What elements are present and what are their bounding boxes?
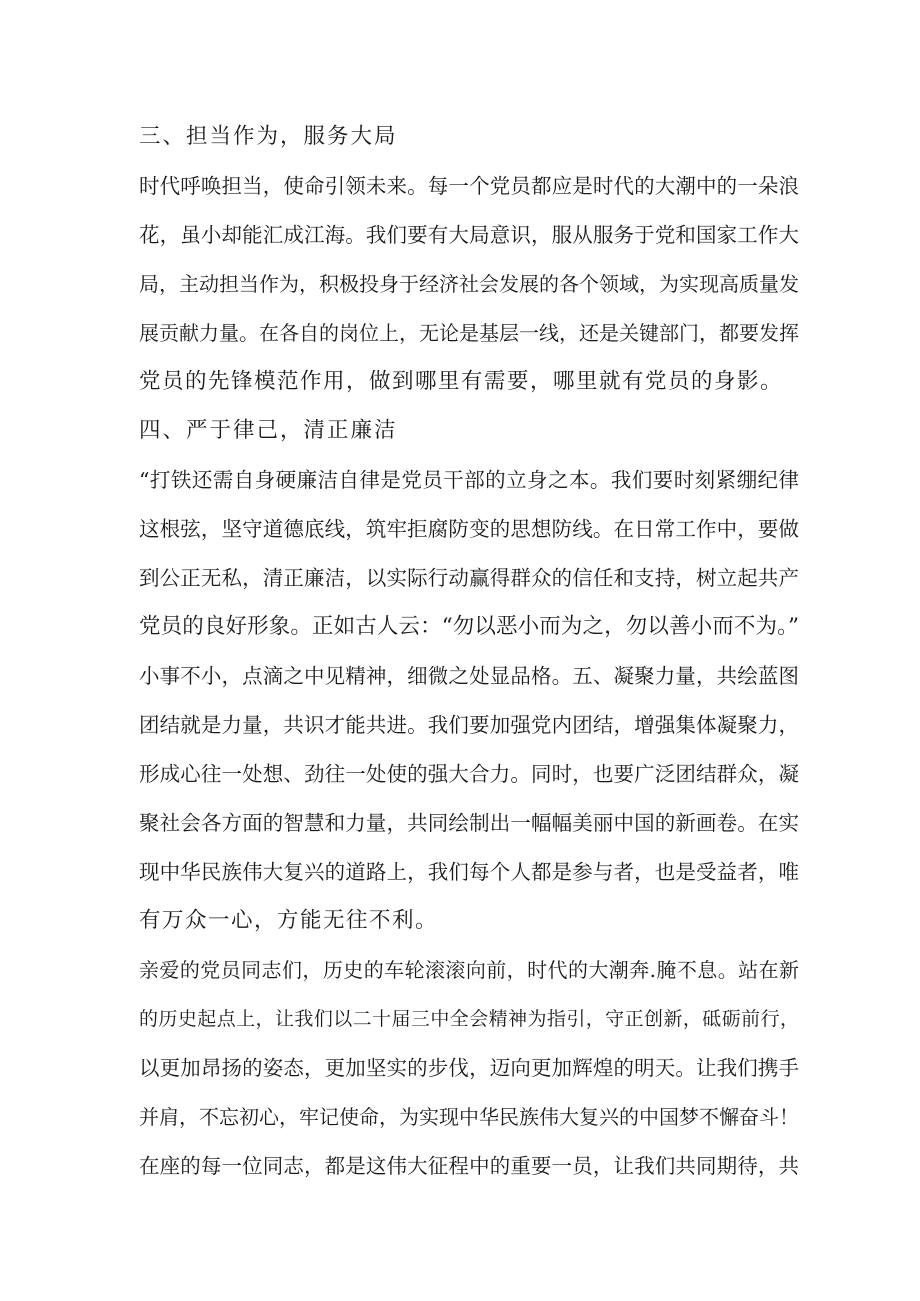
paragraph-line: 展贡献力量。在各自的岗位上，无论是基层一线，还是关键部门，都要发挥 bbox=[139, 321, 799, 345]
paragraph-line: 聚社会各方面的智慧和力量，共同绘制出一幅幅美丽中国的新画卷。在实 bbox=[139, 811, 799, 835]
paragraph-line: 现中华民族伟大复兴的道路上，我们每个人都是参与者，也是受益者，唯 bbox=[139, 860, 799, 884]
paragraph-line: “打铁还需自身硬廉洁自律是党员干部的立身之本。我们要时刻紧绷纪律 bbox=[139, 468, 799, 492]
paragraph-line: 小事不小，点滴之中见精神，细微之处显品格。五、凝聚力量，共绘蓝图 bbox=[139, 664, 799, 688]
paragraph-line: 花，虽小却能汇成江海。我们要有大局意识，服从服务于党和国家工作大 bbox=[139, 223, 799, 247]
paragraph-line: 有万众一心，方能无往不利。 bbox=[139, 908, 439, 933]
section-heading-three: 三、担当作为，服务大局 bbox=[139, 124, 398, 149]
paragraph-line: 到公正无私，清正廉洁，以实际行动赢得群众的信任和支持，树立起共产 bbox=[139, 566, 799, 590]
paragraph-line: 形成心往一处想、劲往一处使的强大合力。同时，也要广泛团结群众，凝 bbox=[139, 762, 799, 786]
paragraph-line: 局，主动担当作为，积极投身于经济社会发展的各个领域，为实现高质量发 bbox=[139, 272, 799, 296]
paragraph-line: 并肩，不忘初心，牢记使命，为实现中华民族伟大复兴的中国梦不懈奋斗！ bbox=[139, 1105, 799, 1129]
section-heading-four: 四、严于律己，清正廉洁 bbox=[139, 418, 398, 443]
paragraph-line: 党员的良好形象。正如古人云：“勿以恶小而为之，勿以善小而不为。” bbox=[139, 614, 799, 639]
paragraph-line: 以更加昂扬的姿态，更加坚实的步伐，迈向更加辉煌的明天。让我们携手 bbox=[139, 1056, 799, 1080]
paragraph-line: 的历史起点上，让我们以二十届三中全会精神为指引，守正创新，砥砺前行， bbox=[139, 1008, 799, 1030]
paragraph-line: 党员的先锋模范作用，做到哪里有需要，哪里就有党员的身影。 bbox=[139, 369, 784, 394]
paragraph-line: 亲爱的党员同志们，历史的车轮滚滚向前，时代的大潮奔.腌不息。站在新 bbox=[139, 958, 799, 982]
paragraph-line: 在座的每一位同志，都是这伟大征程中的重要一员，让我们共同期待，共 bbox=[139, 1154, 799, 1178]
paragraph-line: 这根弦，坚守道德底线，筑牢拒腐防变的思想防线。在日常工作中，要做 bbox=[139, 517, 799, 541]
paragraph-line: 时代呼唤担当，使命引领未来。每一个党员都应是时代的大潮中的一朵浪 bbox=[139, 174, 799, 198]
paragraph-line: 团结就是力量，共识才能共进。我们要加强党内团结，增强集体凝聚力， bbox=[139, 713, 799, 737]
